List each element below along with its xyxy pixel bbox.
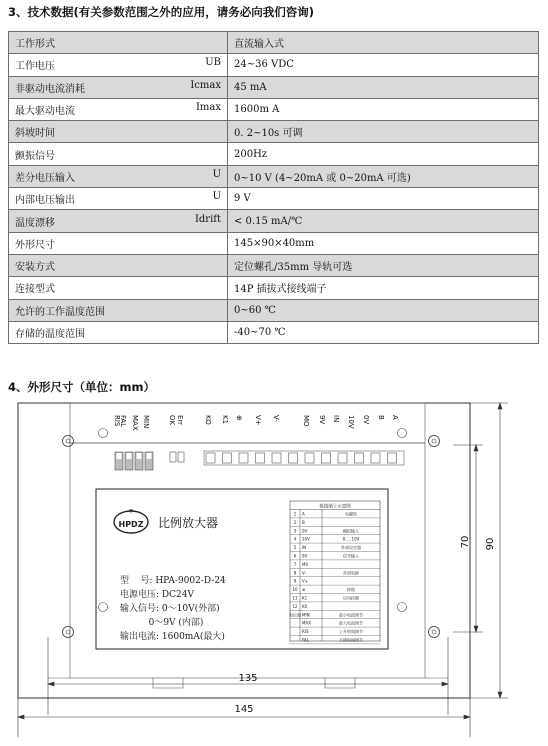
dim-outer-height: 90 xyxy=(485,537,496,551)
spec-row xyxy=(9,210,539,232)
terminal-slot[interactable] xyxy=(338,453,347,463)
terminal-slot[interactable] xyxy=(239,453,248,463)
diagram-pin-desc: 接地 xyxy=(347,587,355,593)
spec-name: 外形尺寸 xyxy=(15,239,55,251)
diagram-pin-number: 9 xyxy=(293,578,297,584)
diagram-pin-number: 11 xyxy=(292,595,298,601)
spec-row xyxy=(9,32,539,54)
diagram-pin-number: 6 xyxy=(293,553,297,559)
diagram-pin-desc: 启动控制 xyxy=(343,595,359,601)
diagram-pin-symbol: V+ xyxy=(302,578,309,584)
terminal-slot[interactable] xyxy=(272,453,281,463)
terminal-label: A xyxy=(391,415,399,420)
terminal-label: KO xyxy=(204,415,212,425)
diagram-pin-symbol: MAX xyxy=(302,620,311,626)
diagram-pin-symbol: B xyxy=(302,519,305,525)
spec-name: 颤振信号 xyxy=(15,150,55,162)
terminal-label: 10V xyxy=(347,415,355,429)
screw-hole xyxy=(99,429,108,438)
diagram-pin-number: 8 xyxy=(293,570,297,576)
spec-value: -40~70 ℃ xyxy=(228,321,539,343)
led-err xyxy=(178,452,184,462)
led-label: OK xyxy=(168,415,176,426)
spec-row xyxy=(9,277,539,299)
diagram-pin-symbol: FAL xyxy=(302,637,309,643)
screw-hole xyxy=(398,429,407,438)
terminal-label: K1 xyxy=(221,415,229,425)
spec-name: 差分电压输入 xyxy=(15,172,75,184)
terminal-label: IN xyxy=(332,415,340,423)
spec-symbol: UB xyxy=(205,57,221,69)
diagram-pin-desc: 最大电流调节 xyxy=(339,620,363,626)
diagram-pin-number: 1 xyxy=(293,511,297,517)
led-label: Err xyxy=(176,415,184,426)
pot-label: RIS xyxy=(113,415,121,427)
diagram-pin-symbol: A xyxy=(302,511,305,517)
spec-name: 连接型式 xyxy=(15,284,55,296)
terminal-slot[interactable] xyxy=(223,453,232,463)
dimension-drawing xyxy=(8,397,542,737)
spec-value: 45 mA xyxy=(228,76,539,98)
terminal-slot[interactable] xyxy=(289,453,298,463)
pot-label: FAL xyxy=(119,415,127,428)
spec-symbol: Idrift xyxy=(194,213,221,225)
terminal-slot[interactable] xyxy=(371,453,380,463)
diagram-pin-symbol: ⊕ xyxy=(302,587,306,593)
terminal-label: B xyxy=(377,415,385,420)
screw-hole xyxy=(99,603,108,612)
dim-outer-width: 145 xyxy=(234,704,254,715)
diagram-pin-symbol: 0V xyxy=(302,528,308,534)
hpdz-logo xyxy=(114,507,148,533)
diagram-pin-desc: 最小电流调节 xyxy=(339,612,363,618)
terminal-slot[interactable] xyxy=(388,453,397,463)
potentiometer-group xyxy=(113,415,153,470)
dim-inner-height: 70 xyxy=(460,535,471,549)
diagram-pin-symbol: 10V xyxy=(302,536,310,542)
spec-value: 200Hz xyxy=(228,143,539,165)
spec-row xyxy=(9,299,539,321)
spec-value: 1600m A xyxy=(228,98,539,120)
section-3-title: 3、技术数据(有关参数范围之外的应用，请务必向我们咨询) xyxy=(8,5,315,19)
terminal-slot[interactable] xyxy=(256,453,265,463)
spec-row xyxy=(9,321,539,343)
spec-value: 145×90×40mm xyxy=(228,232,539,254)
diagram-pin-desc: 外部电源 xyxy=(343,570,359,576)
spec-value: 0~60 ℃ xyxy=(228,299,539,321)
screw-hole xyxy=(398,603,407,612)
terminal-slot[interactable] xyxy=(322,453,331,463)
diagram-pin-number: 12 xyxy=(292,603,298,609)
diagram-pin-desc: 0.....10V xyxy=(342,536,360,542)
logo-text: HPDZ xyxy=(118,520,144,529)
section-4-title: 4、外形尺寸（单位：mm） xyxy=(8,380,155,394)
spec-row xyxy=(9,76,539,98)
nameplate-line: 电源电压: DC24V xyxy=(120,590,194,600)
spec-value: 9 V xyxy=(228,188,539,210)
spec-value: 0~10 V (4~20mA 或 0~20mA 可选) xyxy=(228,165,539,187)
mounting-hole xyxy=(429,436,440,447)
svg-text:╤: ╤ xyxy=(129,507,133,514)
wiring-diagram xyxy=(289,501,380,644)
diagram-pin-symbol: MIN xyxy=(302,612,310,618)
spec-value: 14P 插拔式接线端子 xyxy=(228,277,539,299)
spec-name: 非驱动电流消耗 xyxy=(15,83,85,95)
spec-name: 允许的工作温度范围 xyxy=(15,306,105,318)
spec-value: 定位螺孔/35mm 导轨可选 xyxy=(228,254,539,276)
spec-name: 工作电压 xyxy=(15,61,55,73)
diagram-pin-symbol: RIS xyxy=(302,629,309,635)
product-name: 比例放大器 xyxy=(158,516,219,530)
spec-value: 0. 2~10s 可调 xyxy=(228,121,539,143)
spec-value: 直流输入式 xyxy=(228,32,539,54)
spec-name: 斜坡时间 xyxy=(15,128,55,140)
spec-symbol: Icmax xyxy=(190,79,221,91)
diagram-pin-symbol: 9V xyxy=(302,553,308,559)
spec-row xyxy=(9,188,539,210)
nameplate-line: 0～9V (内部) xyxy=(120,618,204,628)
diagram-pin-symbol: IN xyxy=(302,545,307,551)
dim-inner-width: 135 xyxy=(238,673,258,684)
spec-name: 工作形式 xyxy=(15,39,55,51)
terminal-label: 9V xyxy=(318,415,326,425)
spec-value: < 0.15 mA/℃ xyxy=(228,210,539,232)
spec-value: 24~36 VDC xyxy=(228,54,539,76)
spec-name: 温度漂移 xyxy=(15,217,55,229)
terminal-slot[interactable] xyxy=(206,453,215,463)
led-ok xyxy=(170,452,176,462)
diagram-title: 接线端子示意图 xyxy=(319,504,351,510)
diagram-pin-symbol: K1 xyxy=(302,595,308,601)
diagram-pin-desc: 下降时间调节 xyxy=(339,637,363,643)
led-group xyxy=(168,415,184,462)
diagram-pin-desc: 电磁铁 xyxy=(345,511,357,517)
nameplate-line: 型 号: HPA-9002-D-24 xyxy=(120,576,226,586)
spec-symbol: Imax xyxy=(195,102,221,114)
diagram-pin-symbol: K0 xyxy=(302,603,308,609)
spec-name: 内部电压输出 xyxy=(15,195,75,207)
spec-symbol: U xyxy=(212,191,221,203)
spec-symbol: U xyxy=(212,168,221,180)
diagram-pin-symbol: M0 xyxy=(302,561,308,567)
mounting-hole xyxy=(63,627,74,638)
diagram-pin-desc: 信号输入 xyxy=(343,553,359,559)
terminal-label: V- xyxy=(272,415,280,422)
diagram-pin-desc: 外部设定器 xyxy=(341,545,361,551)
nameplate-info xyxy=(120,574,226,642)
spec-row xyxy=(9,143,539,165)
nameplate-line: 输出电流: 1600mA(最大) xyxy=(120,632,225,642)
spec-name: 最大驱动电流 xyxy=(15,106,75,118)
spec-row xyxy=(9,121,539,143)
spec-row xyxy=(9,254,539,276)
diagram-pin-number: 5 xyxy=(293,545,297,551)
spec-name: 存储的温度范围 xyxy=(15,329,85,340)
spec-row xyxy=(9,232,539,254)
diagram-pin-symbol: V- xyxy=(302,570,306,576)
diagram-pin-desc: 模拟输入 xyxy=(343,528,359,534)
terminal-slot[interactable] xyxy=(305,453,314,463)
mounting-hole xyxy=(63,436,74,447)
diagram-pin-number: 2 xyxy=(293,519,297,525)
terminal-label: V+ xyxy=(254,415,262,426)
spec-name: 安装方式 xyxy=(15,262,55,274)
mounting-hole xyxy=(429,627,440,638)
diagram-pin-desc: 上升时间调节 xyxy=(339,629,363,635)
pot-label: MIN xyxy=(142,415,150,429)
pot-label: MAX xyxy=(131,415,139,431)
terminal-label: ⊕ xyxy=(235,415,243,421)
spec-row xyxy=(9,54,539,76)
terminal-slot[interactable] xyxy=(355,453,364,463)
terminal-label: MO xyxy=(302,415,310,427)
terminal-block xyxy=(204,415,404,465)
housing-outline xyxy=(18,403,470,698)
spec-table xyxy=(8,31,539,344)
terminal-label: 0V xyxy=(362,415,370,425)
spec-row xyxy=(9,165,539,187)
diagram-pin-number: 7 xyxy=(293,561,297,567)
diagram-pin-number: 10 xyxy=(292,587,298,593)
diagram-pin-number: 4 xyxy=(293,536,297,542)
nameplate-line: 输入信号: 0～10V(外部) xyxy=(120,604,220,614)
spec-row xyxy=(9,98,539,120)
diagram-pin-number: 3 xyxy=(293,528,297,534)
diagram-pin-number: 电位器 xyxy=(289,612,301,618)
